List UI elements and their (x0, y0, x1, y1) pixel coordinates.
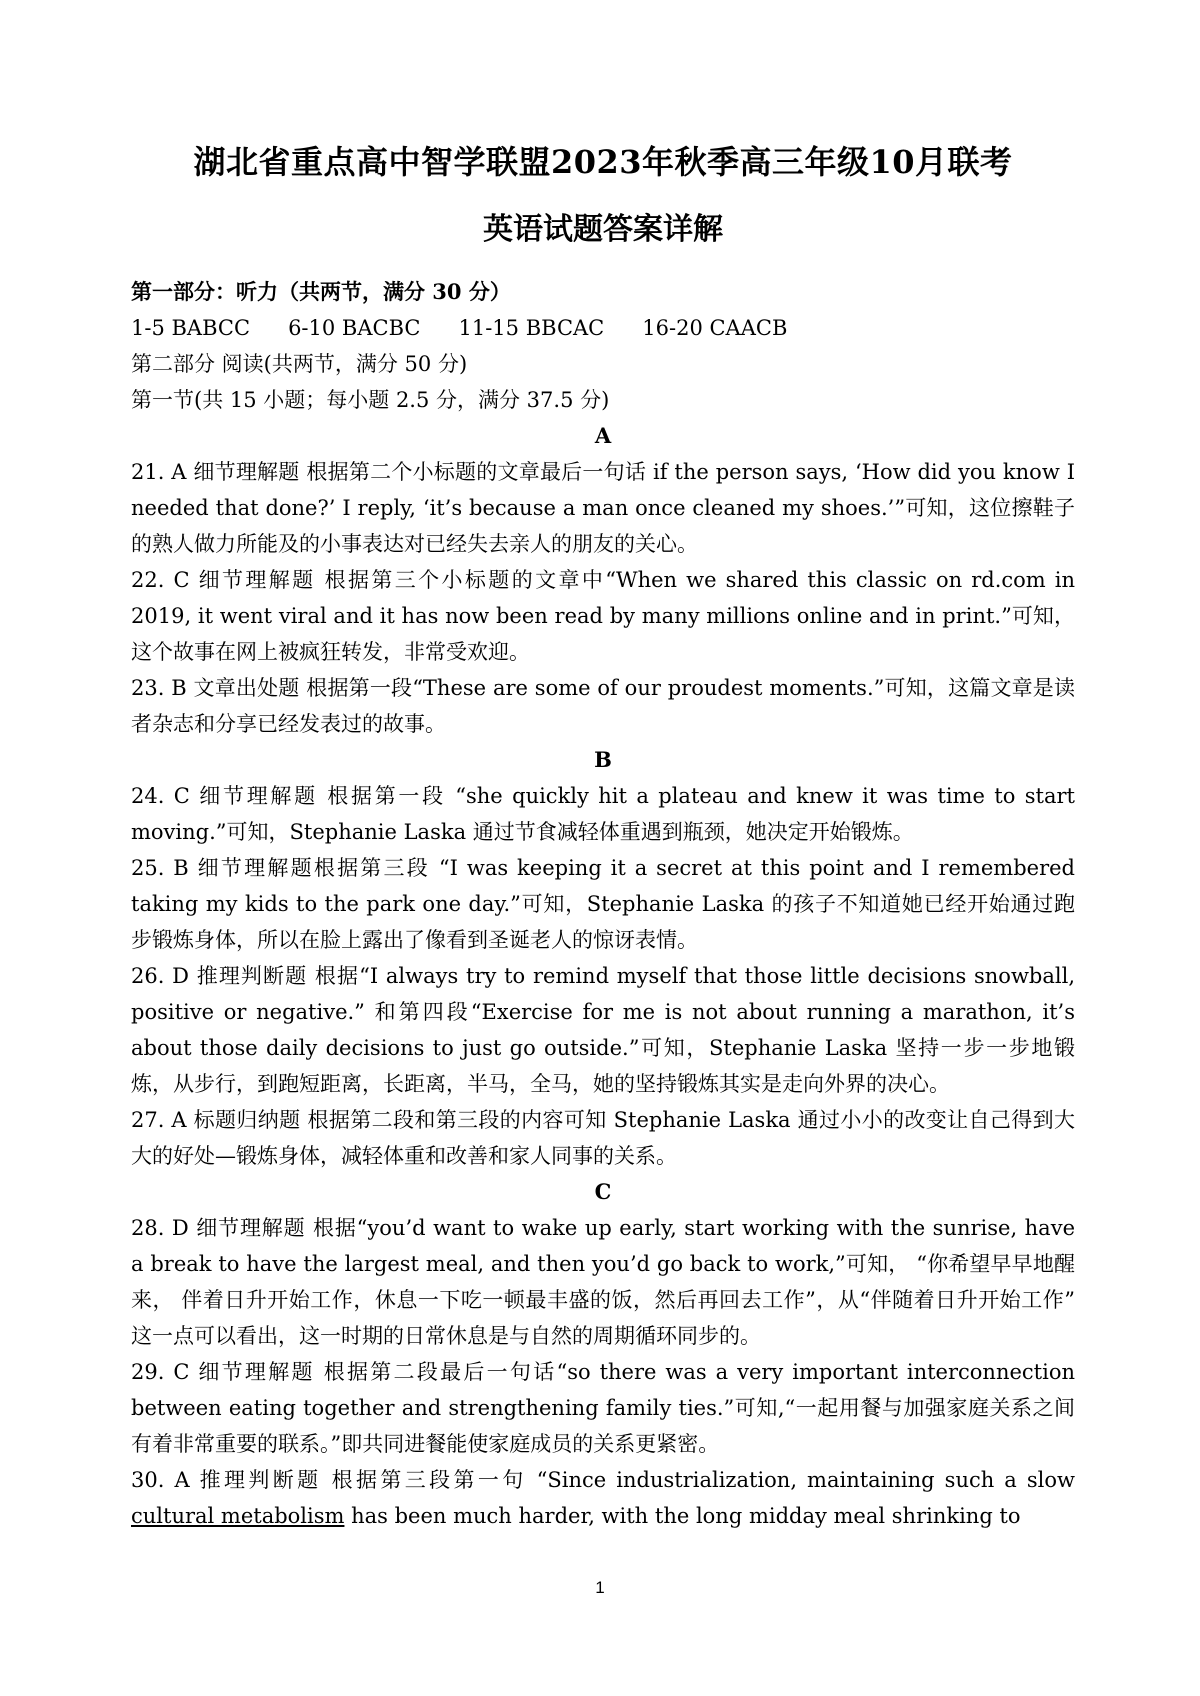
section-heading-b: B (594, 747, 612, 772)
answer-item-21: 21. A 细节理解题 根据第二个小标题的文章最后一句话 if the person says, ‘How did you know I needed that done?’ I reply, ‘it’s because a man once cleaned my shoes.’”可知，这位擦鞋子的熟人做力所能及的小事表达对已经失去亲人的朋友的关心。 (131, 460, 1075, 556)
answer-item-26: 26. D 推理判断题 根据“I always try to remind myself that those little decisions snowball, positive or negative.” 和第四段“Exercise for me is not about running a marathon, it’s about those daily decisions to just go outside.”可知，Stephanie Laska 坚持一步一步地锻炼，从步行，到跑短距离，长距离，半马，全马，她的坚持锻炼其实是走向外界的决心。 (131, 964, 1075, 1096)
answer-item-27: 27. A 标题归纳题 根据第二段和第三段的内容可知 Stephanie Laska 通过小小的改变让自己得到大大的好处—锻炼身体，减轻体重和改善和家人同事的关系。 (131, 1108, 1075, 1168)
answer-group: 16-20 CAACB (642, 316, 788, 340)
part2-section1: 第一节(共 15 小题；每小题 2.5 分，满分 37.5 分) (131, 388, 610, 412)
answer-item-23: 23. B 文章出处题 根据第一段“These are some of our proudest moments.”可知，这篇文章是读者杂志和分享已经发表过的故事。 (131, 676, 1075, 736)
underlined-phrase: cultural metabolism (131, 1504, 345, 1528)
document-subtitle: 英语试题答案详解 (483, 212, 723, 247)
answer-group: 6-10 BACBC (288, 316, 421, 340)
section-heading-a: A (594, 423, 612, 448)
answer-group: 1-5 BABCC (131, 316, 251, 340)
answer-item-22: 22. C 细节理解题 根据第三个小标题的文章中“When we shared this classic on rd.com in 2019, it went viral and it has now been read by many millions online and in print.”可知，这个故事在网上被疯狂转发，非常受欢迎。 (131, 568, 1075, 664)
answer-item-30-text: 30. A 推理判断题 根据第三段第一句 “Since industrialization, maintaining such a slow (131, 1468, 1075, 1492)
answer-group: 11-15 BBCAC (458, 316, 605, 340)
answer-item-25: 25. B 细节理解题根据第三段 “I was keeping it a secret at this point and I remembered taking my kids to the park one day.”可知，Stephanie Laska 的孩子不知道她已经开始通过跑步锻炼身体，所以在脸上露出了像看到圣诞老人的惊讶表情。 (131, 856, 1075, 952)
answer-item-24: 24. C 细节理解题 根据第一段 “she quickly hit a plateau and knew it was time to start moving.”可知，Stephanie Laska 通过节食减轻体重遇到瓶颈，她决定开始锻炼。 (131, 784, 1075, 844)
part1-heading: 第一部分：听力（共两节，满分 30 分） (131, 279, 511, 304)
answer-item-30-text-end: has been much harder, with the long midday meal shrinking to (344, 1504, 1021, 1528)
document-title: 湖北省重点高中智学联盟2023年秋季高三年级10月联考 (193, 143, 1013, 181)
answer-item-30 (131, 1462, 1075, 1534)
answer-item-29: 29. C 细节理解题 根据第二段最后一句话“so there was a very important interconnection between eating together and strengthening family ties.”可知,“一起用餐与加强家庭关系之间有着非常重要的联系。”即共同进餐能使家庭成员的关系更紧密。 (131, 1360, 1075, 1456)
page-number: 1 (595, 1578, 605, 1597)
answer-item-28: 28. D 细节理解题 根据“you’d want to wake up early, start working with the sunrise, have a break to have the largest meal, and then you’d go back to work,”可知， “你希望早早地醒来， 伴着日升开始工作，休息一下吃一顿最丰盛的饭，然后再回去工作”，从“伴随着日升开始工作” 这一点可以看出，这一时期的日常休息是与自然的周期循环同步的。 (131, 1216, 1075, 1348)
section-heading-c: C (594, 1179, 612, 1204)
part2-heading: 第二部分 阅读(共两节，满分 50 分) (131, 352, 468, 376)
listening-answers (131, 310, 1075, 346)
